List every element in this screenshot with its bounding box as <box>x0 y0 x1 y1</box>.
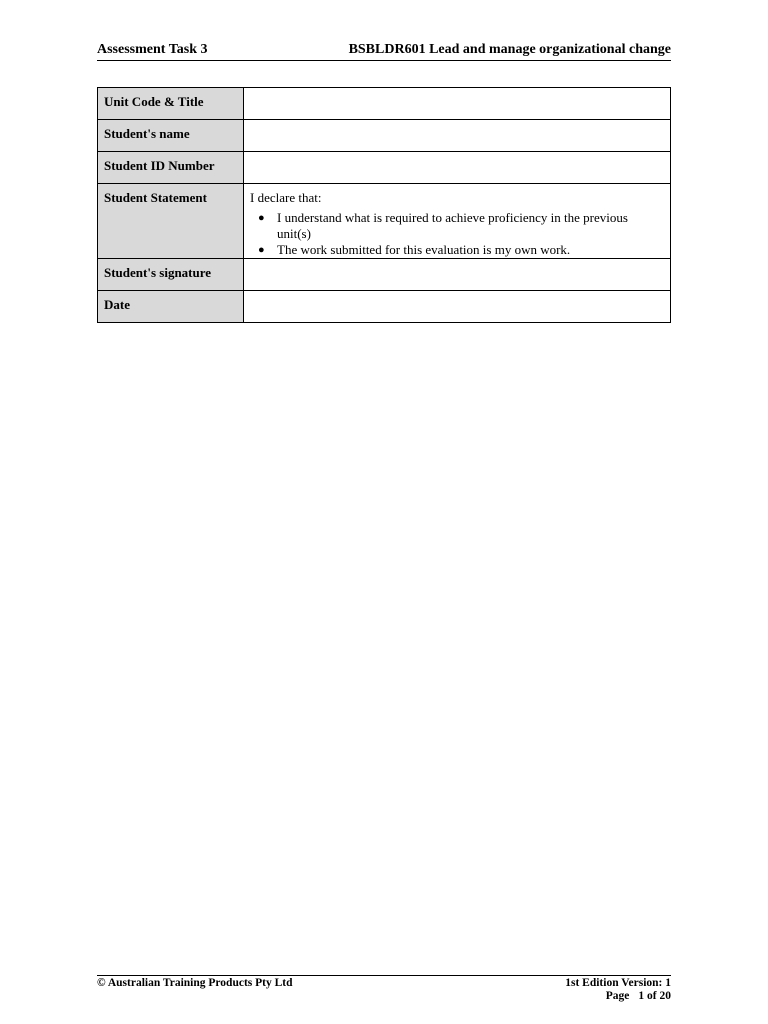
table-row <box>98 120 671 152</box>
header-task-title: Assessment Task 3 <box>97 42 208 57</box>
student-statement-label: Student Statement <box>98 184 244 259</box>
student-id-label: Student ID Number <box>98 152 244 184</box>
page-footer <box>97 975 671 1003</box>
table-row <box>98 184 671 259</box>
table-row <box>98 88 671 120</box>
unit-code-label: Unit Code & Title <box>98 88 244 120</box>
declaration-item-text: The work submitted for this evaluation is my own work. <box>277 242 571 257</box>
student-name-label: Student's name <box>98 120 244 152</box>
header-unit-title: BSBLDR601 Lead and manage organizational change <box>348 42 671 57</box>
student-statement-content <box>244 184 671 259</box>
bullet-icon: ● <box>258 244 265 256</box>
date-field[interactable] <box>244 291 671 323</box>
table-row <box>98 259 671 291</box>
signature-field[interactable] <box>244 259 671 291</box>
date-label: Date <box>98 291 244 323</box>
unit-code-field[interactable] <box>244 88 671 120</box>
page-label: Page <box>605 990 630 1002</box>
page-number: 1 of 20 <box>638 990 671 1002</box>
table-row <box>98 291 671 323</box>
list-item <box>250 242 664 258</box>
declaration-item-text: I understand what is required to achieve proficiency in the previous unit(s) <box>277 210 628 241</box>
page-header <box>97 42 671 61</box>
bullet-icon: ● <box>258 212 265 224</box>
declaration-list <box>250 210 664 258</box>
footer-right-block <box>565 977 671 1003</box>
student-details-table <box>97 87 671 323</box>
student-name-field[interactable] <box>244 120 671 152</box>
signature-label: Student's signature <box>98 259 244 291</box>
table-row <box>98 152 671 184</box>
student-id-field[interactable] <box>244 152 671 184</box>
list-item <box>250 210 664 242</box>
footer-edition: 1st Edition Version: 1 <box>565 977 671 989</box>
footer-page-info <box>565 990 671 1003</box>
footer-copyright: © Australian Training Products Pty Ltd <box>97 977 293 989</box>
declaration-intro: I declare that: <box>250 190 322 205</box>
